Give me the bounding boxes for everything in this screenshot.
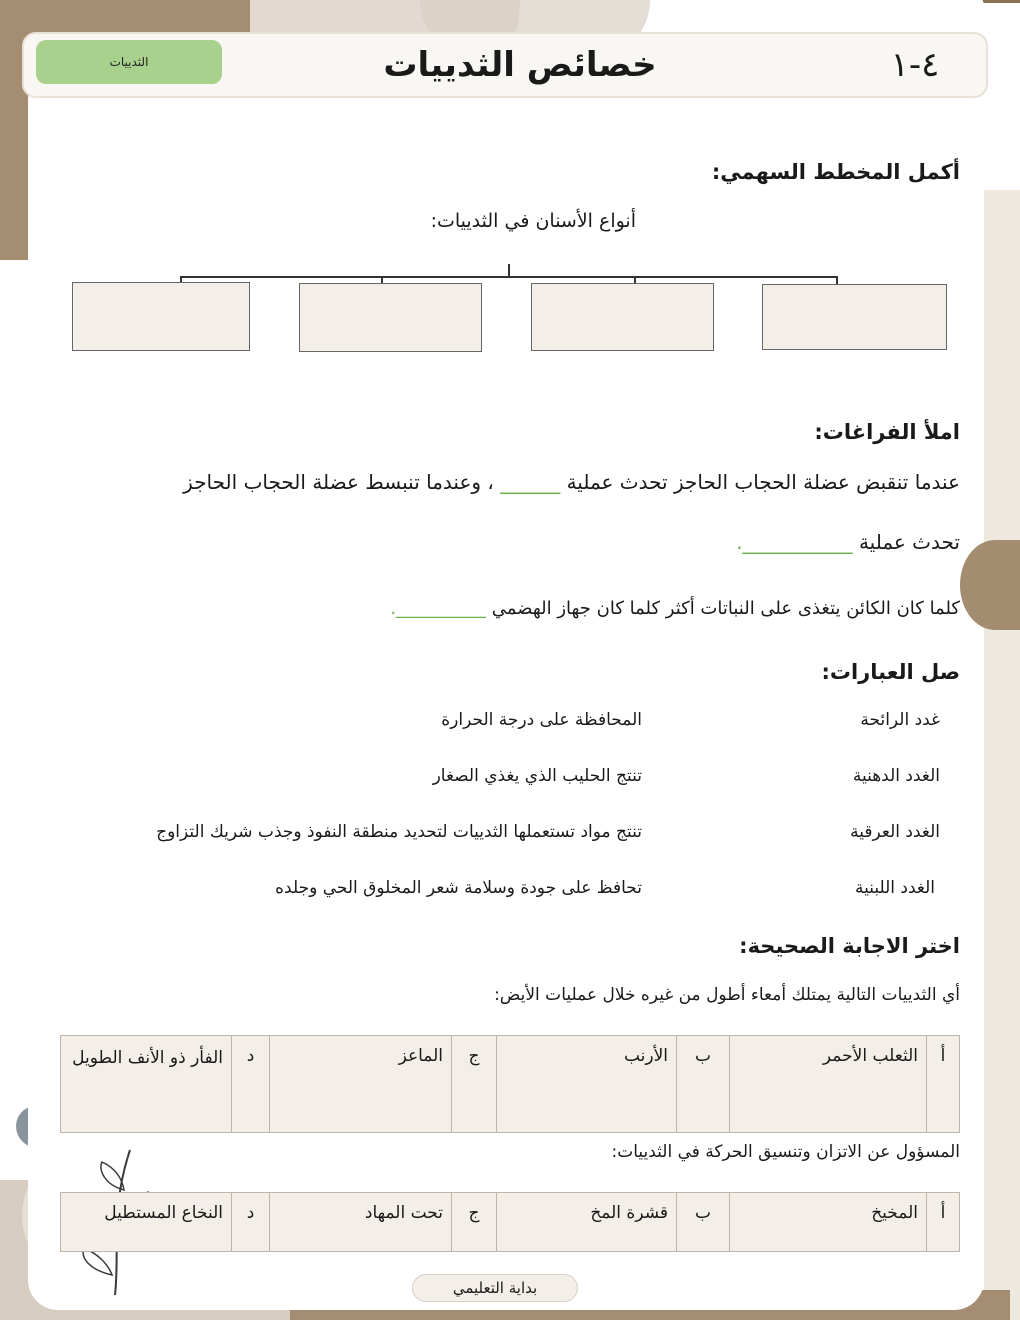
- option-b[interactable]: قشرة المخ: [497, 1193, 677, 1252]
- diagram-answer-box[interactable]: [72, 282, 250, 351]
- lesson-number: ٤-١: [890, 45, 940, 85]
- choices-table-q1: [60, 1035, 960, 1133]
- diagram-title: أنواع الأسنان في الثدييات:: [430, 210, 636, 232]
- fill-blank[interactable]: __________.: [390, 598, 487, 619]
- diagram-answer-box[interactable]: [531, 283, 714, 351]
- match-left-item[interactable]: الغدد اللبنية: [854, 878, 935, 898]
- fill-sentence-2: [240, 598, 960, 619]
- footer-brand: بداية التعليمي: [412, 1274, 578, 1302]
- diagram-answer-box[interactable]: [299, 283, 482, 352]
- decor-shape: [984, 190, 1020, 1320]
- fill-blank[interactable]: ______: [500, 470, 561, 494]
- option-letter: د: [232, 1036, 270, 1133]
- section-heading-diagram: أكمل المخطط السهمي:: [711, 160, 960, 184]
- fill-sentence-1-cont: [600, 530, 960, 554]
- diagram-connector: [180, 276, 838, 278]
- question-2: المسؤول عن الاتزان وتنسيق الحركة في الثدييات:: [611, 1142, 960, 1162]
- match-right-item[interactable]: المحافظة على درجة الحرارة: [441, 710, 642, 730]
- diagram-connector: [508, 264, 510, 276]
- unit-tag: الثدييات: [36, 40, 222, 84]
- option-d[interactable]: النخاع المستطيل: [61, 1193, 232, 1252]
- match-left-item[interactable]: غدد الرائحة: [860, 710, 940, 730]
- match-right-item[interactable]: تحافظ على جودة وسلامة شعر المخلوق الحي وجلده: [275, 878, 642, 898]
- diagram-connector: [836, 276, 838, 284]
- section-heading-fill: املأ الفراغات:: [814, 420, 960, 444]
- page-title: خصائص الثدييات: [383, 45, 657, 85]
- fill-blank[interactable]: ___________.: [736, 530, 853, 554]
- option-b[interactable]: الأرنب: [497, 1036, 677, 1133]
- option-d[interactable]: الفأر ذو الأنف الطويل: [61, 1036, 232, 1133]
- fill-sentence-1: [100, 470, 960, 494]
- diagram-answer-box[interactable]: [762, 284, 947, 350]
- fill-text: عندما تنقبض عضلة الحجاب الحاجز تحدث عملية: [566, 470, 960, 494]
- option-a[interactable]: المخيخ: [730, 1193, 927, 1252]
- option-a[interactable]: الثعلب الأحمر: [730, 1036, 927, 1133]
- match-left-item[interactable]: الغدد العرقية: [850, 822, 940, 842]
- option-letter: أ: [927, 1193, 960, 1252]
- question-1: أي الثدييات التالية يمتلك أمعاء أطول من غيره خلال عمليات الأيض:: [494, 985, 960, 1005]
- option-letter: أ: [927, 1036, 960, 1133]
- option-c[interactable]: تحت المهاد: [270, 1193, 452, 1252]
- fill-text: كلما كان الكائن يتغذى على النباتات أكثر كلما كان جهاز الهضمي: [491, 598, 960, 619]
- option-letter: ج: [452, 1036, 497, 1133]
- fill-text: ، وعندما تنبسط عضلة الحجاب الحاجز: [183, 470, 494, 494]
- option-letter: ب: [677, 1036, 730, 1133]
- option-letter: ج: [452, 1193, 497, 1252]
- option-letter: ب: [677, 1193, 730, 1252]
- match-right-item[interactable]: تنتج الحليب الذي يغذي الصغار: [432, 766, 642, 786]
- section-heading-choice: اختر الاجابة الصحيحة:: [739, 934, 960, 958]
- match-right-item[interactable]: تنتج مواد تستعملها الثدييات لتحديد منطقة النفوذ وجذب شريك التزاوج: [156, 822, 642, 842]
- match-left-item[interactable]: الغدد الدهنية: [852, 766, 940, 786]
- option-c[interactable]: الماعز: [270, 1036, 452, 1133]
- fill-text: تحدث عملية: [858, 530, 960, 554]
- section-heading-match: صل العبارات:: [821, 660, 960, 684]
- choices-table-q2: [60, 1192, 960, 1252]
- option-letter: د: [232, 1193, 270, 1252]
